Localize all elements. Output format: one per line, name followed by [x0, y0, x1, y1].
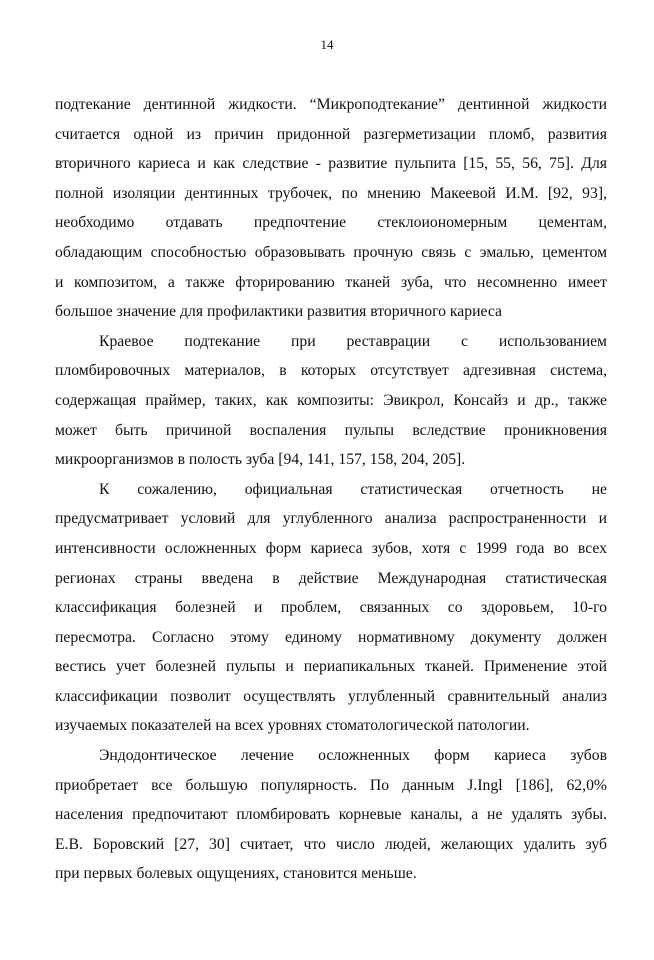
text-line: при первых болевых ощущениях, становится меньше. [55, 865, 417, 883]
text-line: классификация болезней и проблем, связанных со здоровьем, 10-го [55, 599, 607, 617]
text-line: микроорганизмов в полость зуба [94, 141, 157, 158, 204, 205]. [55, 451, 466, 469]
text-line: интенсивности осложненных форм кариеса зубов, хотя с 1999 года во всех [55, 539, 607, 557]
text-line: полной изоляции дентинных трубочек, по мнению Макеевой И.М. [92, 93], [55, 184, 607, 202]
text-line: считается одной из причин придонной разгерметизации пломб, развития [55, 125, 607, 143]
text-line: приобретает все большую популярность. По данным J.Ingl [186], 62,0% [55, 776, 607, 794]
paragraph-2 [55, 327, 607, 475]
paragraph-1 [55, 90, 607, 327]
text-line: содержащая праймер, таких, как композиты: Эвикрол, Консайз и др., также [55, 391, 607, 409]
text-line: обладающим способностью образовывать прочную связь с эмалью, цементом [55, 243, 607, 261]
text-line: К сожалению, официальная статистическая отчетность не [99, 480, 607, 498]
text-line: вестись учет болезней пульпы и периапикальных тканей. Применение этой [55, 658, 607, 676]
text-line: предусматривает условий для углубленного анализа распространенности и [55, 510, 607, 528]
text-line: Эндодонтическое лечение осложненных форм кариеса зубов [99, 747, 607, 765]
text-line: регионах страны введена в действие Международная статистическая [55, 569, 607, 587]
text-line: Краевое подтекание при реставрации с использованием [99, 332, 607, 350]
text-line: вторичного кариеса и как следствие - развитие пульпита [15, 55, 56, 75]. Для [55, 155, 607, 173]
text-line: подтекание дентинной жидкости. “Микроподтекание” дентинной жидкости [55, 96, 607, 113]
text-line: необходимо отдавать предпочтение стеклоиономерным цементам, [55, 214, 607, 232]
text-line: изучаемых показателей на всех уровнях стоматологической патологии. [55, 717, 530, 735]
text-line: населения предпочитают пломбировать корневые каналы, а не удалять зубы. [55, 806, 607, 824]
text-line: пломбировочных материалов, в которых отсутствует адгезивная система, [55, 362, 607, 380]
text-line: большое значение для профилактики развития вторичного кариеса [55, 303, 502, 321]
text-line: может быть причиной воспаления пульпы вследствие проникновения [55, 421, 607, 439]
text-line: Е.В. Боровский [27, 30] считает, что число людей, желающих удалить зуб [55, 835, 607, 853]
paragraph-4 [55, 741, 607, 889]
text-line: пересмотра. Согласно этому единому нормативному документу должен [55, 628, 607, 646]
page-number: 14 [320, 37, 334, 52]
text-line: и композитом, а также фторированию тканей зуба, что несомненно имеет [55, 273, 607, 291]
text-line: классификации позволит осуществлять углубленный сравнительный анализ [55, 687, 607, 705]
paragraph-3 [55, 475, 607, 741]
body-text [55, 90, 607, 889]
